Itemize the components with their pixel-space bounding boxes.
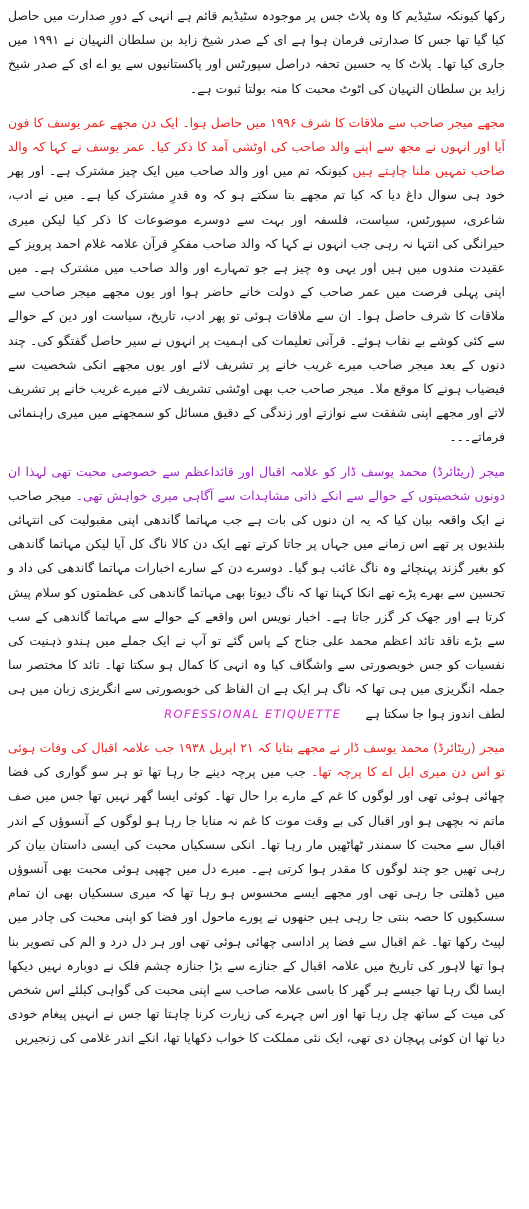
paragraph-meeting [8, 111, 505, 450]
english-phrase: ROFESSIONAL ETIQUETTE [164, 706, 342, 721]
paragraph-quaid [8, 460, 505, 726]
paragraph-stadium [8, 4, 505, 101]
paragraph-iqbal-highlight: میجر (ریٹائرڈ) محمد یوسف ڈار نے مجھے بتایا کہ ۲۱ اپریل ۱۹۳۸ جب علامہ اقبال کی وفات ہوئی تو اس دن میری ایل اے کا پرچہ تھا۔ [8, 739, 506, 780]
paragraph-iqbal [8, 736, 505, 1051]
paragraph-meeting-highlight: مجھے میجر صاحب سے ملاقات کا شرف ۱۹۹۶ میں حاصل ہوا۔ ایک دن مجھے عمر یوسف کا فون آیا اور انہوں نے مجھ سے اپنے والد صاحب کی اوٹشی آمد کا ذکر کیا۔ عمر یوسف نے کہا کہ والد صاحب تمہیں ملنا چاہتے ہیں [8, 114, 505, 179]
paragraph-stadium-text: رکھا کیونکہ سٹیڈیم کا وہ پلاٹ جس پر موجودہ سٹیڈیم قائم ہے انہی کے دورِ صدارت میں حاصل کیا گیا تھا جس کا صدارتی فرمان ہوا ہے ای کے صدر شیخ زاید بن سلطان النہیان نے ۱۹۹۱ میں جاری کیا تھا۔ پلاٹ کا یہ حسین تحفہ دراصل سپورٹس اور پاکستانیوں سے یو اے ای کے صدر شیخ زاید بن سلطان النہیان کی اٹوٹ محبت کا منہ بولتا ثبوت ہے۔ [8, 8, 505, 96]
paragraph-iqbal-text: جب میں پرچہ دینے جا رہا تھا تو ہر سو گواری کی فضا چھائی ہوئی تھی اور لوگوں کا غم کے مارے برا حال تھا۔ کوئی ایسا گھر نہیں تھا جس میں صف ماتم نہ بچھی ہو اور اقبال کی بے وقت موت کا غم نہ منایا جا رہا ہو لوگوں کے آنسوؤں کے اندر اقبال سے محبت کا سمندر ٹھاٹھیں مار رہا تھا۔ انکی سسکیاں محبت کی ایسی داستان بیان کر رہی تھیں جو چند لوگوں کا مقدر ہوا کرتی ہے۔ میرے دل میں چھپی ہوئی محبت بھی آنسوؤں میں ڈھلتی جا رہی تھی اور مجھے ایسے محسوس ہو رہا تھا کہ میری سسکیاں بھی ان تمام سسکیوں کا حصہ بنتی جا رہی ہیں جنھوں نے پورے ماحول اور فضا کو اپنی محبت کی چادر میں لپیٹ رکھا تھا۔ غم اقبال سے فضا پر اداسی چھائی ہوئی تھی اور ہر دل درد و الم کی تصویر بنا ہوا تھا لاہور کی تاریخ میں علامہ اقبال کے جنازے سے بڑا جنازہ چشم فلک نے دوبارہ نہیں دیکھا ایسا لگ رہا تھا جیسے ہر گھر کا باسی علامہ صاحب سے اپنی محبت کی گواہی کیلئے اس شخص کی میت کے ساتھ چل رہا تھا اور اس چہرے کی زیارت کرنا چاہتا تھا جس نے انہیں پیغام خودی دیا تھا ان کوئی پہچان دی تھی، ایک نئی مملکت کا خواب دکھایا تھا، انکے اندر غلامی کی زنجیریں [8, 764, 505, 1046]
paragraph-meeting-text: کیونکہ تم میں اور والد صاحب میں ایک چیز مشترک ہے۔ اور پھر خود ہی سوال داغ دیا کہ کیا تم مجھے بتا سکتے ہو کہ وہ قدرِ مشترک کیا ہے۔ میں نے ادب، شاعری، سپورٹس، سیاست، فلسفہ اور بہت سے دوسرے موضوعات کا ذکر کیا لیکن میری حیرانگی کی انتہا نہ رہی جب انہوں نے کہا کہ والد صاحب مفکرِ قرآن علامہ غلام احمد پرویز کے عقیدت مندوں میں ہیں اور یہی وہ چیز ہے جو تمہارے اور والد صاحب میں مشترک ہے۔ میں اپنی پہلی فرصت میں عمر صاحب کے دولت خانے حاضر ہوا اور یوں مجھے میجر صاحب سے ملاقات کا شرف حاصل ہوا۔ ان سے ملاقات ہوئی تو پھر ادب، تاریخ، سیاست اور دین کے حوالے سے کئی کوشے بے نقاب ہوئے۔ قرآنی تعلیمات کی اہمیت پر انہوں نے سیر حاصل گفتگو کی۔ چند دنوں کے بعد میجر صاحب میرے غریب خانے پر تشریف لائے اور یوں مجھے انکی شخصیت سے فیضیاب ہونے کا موقع ملا۔ میجر صاحب جب بھی اوٹشی تشریف لاتے میرے غریب خانے پر تشریف لاتے اور مجھے اپنی شفقت سے نوازتے اور زندگی کے دقیق مسائل کو سمجھنے میں میری راہنمائی فرماتے۔۔۔ [8, 163, 505, 445]
paragraph-quaid-highlight: میجر (ریٹائرڈ) محمد یوسف ڈار کو علامہ اقبال اور قائداعظم سے خصوصی محبت تھی لہذا ان دونوں شخصیتوں کے حوالے سے انکے ذاتی مشاہدات سے آگاہی میری خواہش تھی۔ [8, 463, 505, 503]
paragraph-quaid-text: میجر صاحب نے ایک واقعہ بیان کیا کہ یہ ان دنوں کی بات ہے جب مہاتما گاندھی اپنی مقبولیت کی انتہائی بلندیوں پر تھے اس زمانے میں جہاں پر جاتا کرتے تھے ایک دن کالا ناگ کل آیا لیکن مہاتما گاندھی کو بغیر گزند پہنچائے وہ ناگ غائب ہو گیا۔ دوسرے دن کے سارے اخبارات مہاتما گاندھی کی داد و تحسین سے بھرے پڑے تھے انکا کہنا تھا کہ ناگ دیوتا بھی مہاتما گاندھی کی عظمتوں کو سلام پیش کرتا ہے اور جھک کر گزر جاتا ہے۔ اخبار نویس اس واقعے کے حوالے سے مہاتما گاندھی کے سب سے بڑے ناقد تائد اعظم محمد علی جناح کے پاس گئے تو آپ نے ایک جملے میں ہندو ذہنیت کی نفسیات کو جس خوبصورتی سے واشگاف کیا وہ انہی کا کمال ہو سکتا تھا۔ تائد کا مختصر سا جملہ انگریزی میں ہی تھا کہ ناگ ہر ایک ہے ان الفاظ کی خوبصورتی سے انگریزی زبان میں ہی لطف اندوز ہوا جا سکتا ہے [8, 487, 505, 721]
